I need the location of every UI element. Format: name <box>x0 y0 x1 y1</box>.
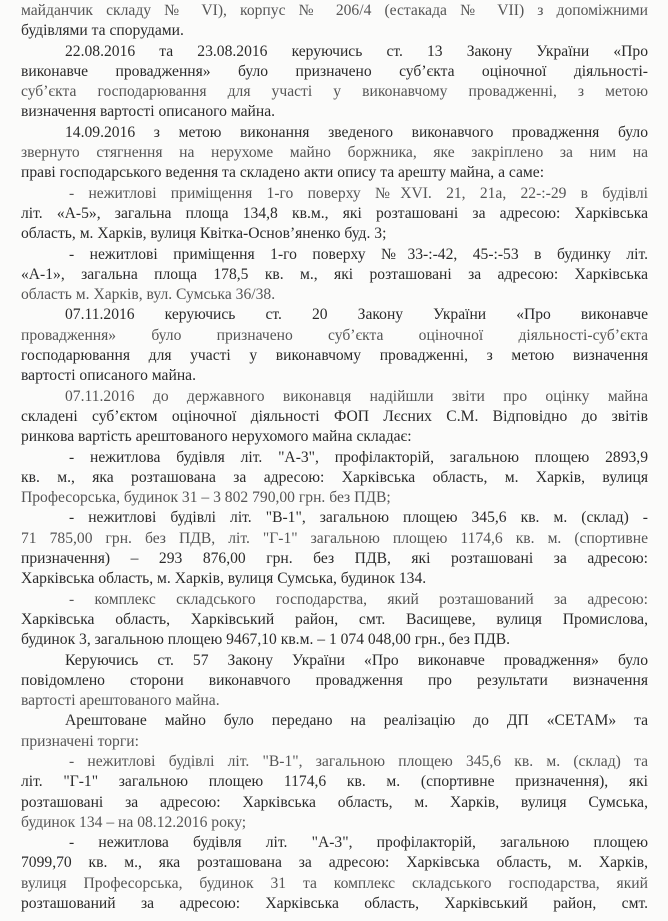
text-line: 07.11.2016 до державного виконавця надійшли звіти про оцінку майна <box>65 387 648 405</box>
text-line: 07.11.2016 керуючись ст. 20 Закону України «Про виконавче <box>65 306 648 324</box>
paragraph <box>21 387 648 448</box>
text-line: Харківська область, м. Харків, вулиця Сумська, будинок 134. <box>21 570 427 588</box>
text-line: провадження» було призначено суб’єкта оціночної діяльності-суб’єкта <box>21 326 648 344</box>
paragraph <box>21 448 648 509</box>
text-line: «А-1», загальна площа 178,5 кв. м., які розташовані за адресою: Харківська <box>21 265 648 283</box>
text-line: звернуто стягнення на нерухоме майно боржника, яке закріплено за ним на <box>21 144 648 162</box>
text-line: вартості арештованого майна. <box>21 692 220 710</box>
text-line: призначення) – 293 876,00 грн. без ПДВ, які розташовані за адресою: <box>21 550 648 568</box>
paragraph <box>21 42 648 123</box>
text-line: Керуючись ст. 57 Закону України «Про виконавче провадження» було <box>65 651 648 669</box>
text-line: повідомлено сторони виконавчого провадження про результати визначення <box>21 671 648 689</box>
text-line: кв. м., яка розташована за адресою: Харківська область, м. Харків, вулиця <box>21 468 648 486</box>
paragraph <box>21 752 648 833</box>
text-line: майданчик складу № VI), корпус № 206/4 (естакада № VII) з допоміжними <box>21 2 648 19</box>
text-line: - комплекс складського господарства, який розташований за адресою: <box>69 590 648 608</box>
text-line: визначення вартості описаного майна. <box>21 103 276 121</box>
text-line: - нежитлові приміщення 1-го поверху №XVI. 21, 21а, 22-:-29 в будівлі <box>69 184 648 202</box>
text-line: суб’єкта господарювання для участі у виконавчому провадженні, з метою <box>21 83 648 101</box>
text-line: область, м. Харків, вулиця Квітка-Основ’яненко буд. 3; <box>21 225 387 243</box>
text-line: складені суб’єктом оціночної діяльності ФОП Лєсних С.М. Відповідно до звітів <box>21 407 648 425</box>
text-line: 14.09.2016 з метою виконання зведеного виконавчого провадження було <box>65 123 648 141</box>
text-line: праві господарського ведення та складено акти опису та арешту майна, а саме: <box>21 164 545 182</box>
text-line: ринкова вартість арештованого нерухомого майна складає: <box>21 428 412 446</box>
text-line: - нежитлові приміщення 1-го поверху №33-:-42, 45-:-53 в будинку літ. <box>69 245 648 263</box>
text-line: будинок 134 – на 08.12.2016 року; <box>21 813 247 831</box>
paragraph <box>21 508 648 589</box>
text-line: Професорська, будинок 31 – 3 802 790,00 грн. без ПДВ; <box>21 489 391 507</box>
text-line: виконавче провадження» було призначено суб’єкта оціночної діяльності- <box>21 62 648 80</box>
text-line: розташований за адресою: Харківська область, Харківський район, смт. <box>21 895 648 913</box>
text-line: 71 785,00 грн. без ПДВ, літ. "Г-1" загальною площею 1174,6 кв. м. (спортивне <box>21 529 648 547</box>
text-line: - нежитлові будівлі літ. "В-1", загальною площею 345,6 кв. м. (склад) - <box>69 509 648 527</box>
text-line: призначені торги: <box>21 732 139 750</box>
text-line: - нежитлові будівлі літ. "В-1", загальною площею 345,6 кв. м. (склад) та <box>69 752 648 770</box>
paragraph <box>21 123 648 184</box>
text-line: область м. Харків, вул. Сумська 36/38. <box>21 286 276 304</box>
text-line: будівлями та спорудами. <box>21 22 184 40</box>
paragraph <box>21 184 648 245</box>
paragraph <box>21 590 648 651</box>
text-line: - нежитлова будівля літ. "А-3", профілакторій, загальною площею 2893,9 <box>69 448 648 466</box>
text-line: 22.08.2016 та 23.08.2016 керуючись ст. 13 Закону України «Про <box>65 42 648 60</box>
text-line: Харківська область, Харківський район, смт. Васищеве, вулиця Промислова, <box>21 610 648 628</box>
text-line: Арештоване майно було передано на реалізацію до ДП «СЕТАМ» та <box>65 712 648 730</box>
text-line: будинок 3, загальною площею 9467,10 кв.м. – 1 074 048,00 грн., без ПДВ. <box>21 631 511 649</box>
text-line: розташовані за адресою: Харківська область, м. Харків, вулиця Сумська, <box>21 793 648 811</box>
text-line: - нежитлова будівля літ. "А-3", профілакторій, загальною площею <box>69 834 648 852</box>
text-line: літ. «А-5», загальна площа 134,8 кв.м., які розташовані за адресою: Харківська <box>21 204 648 222</box>
paragraph <box>21 651 648 712</box>
text-line: вартості описаного майна. <box>21 367 196 385</box>
paragraph <box>21 305 648 386</box>
text-line: літ. "Г-1" загальною площею 1174,6 кв. м. (спортивне призначення), які <box>21 773 648 791</box>
paragraph <box>21 1 648 42</box>
paragraph <box>21 711 648 752</box>
text-line: 7099,70 кв. м., яка розташована за адресою: Харківська область, м. Харків, <box>21 854 648 872</box>
paragraph <box>21 245 648 306</box>
paragraph <box>21 833 648 914</box>
text-line: господарювання для участі у виконавчому провадженні, з метою визначення <box>21 347 648 365</box>
text-line: вулиця Професорська, будинок 31 та комплекс складського господарства, який <box>21 874 648 892</box>
